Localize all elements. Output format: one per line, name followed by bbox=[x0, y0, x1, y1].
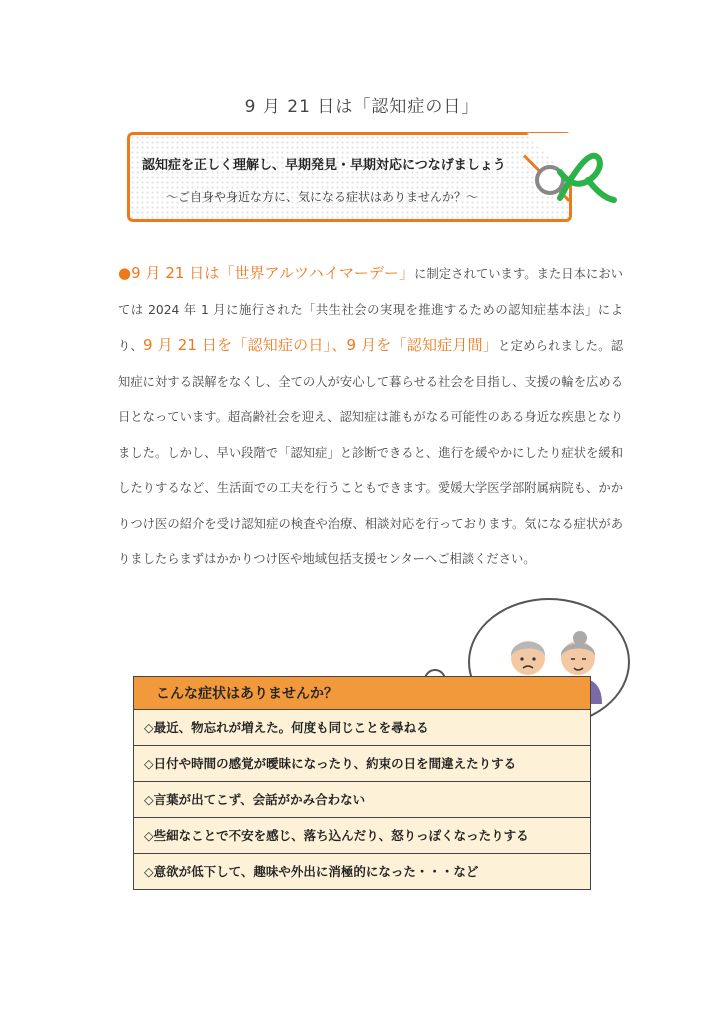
checklist-item: ◇言葉が出てこず、会話がかみ合わない bbox=[133, 782, 591, 818]
orange-ribbon-icon bbox=[530, 150, 620, 208]
page-title: 9 月 21 日は「認知症の日」 bbox=[244, 97, 480, 117]
checklist-item: ◇些細なことで不安を感じ、落ち込んだり、怒りっぽくなったりする bbox=[133, 818, 591, 854]
body-text-part2: と定められました。認知症に対する誤解をなくし、全ての人が安心して暮らせる社会を目指し、支援の輪を広める日となっています。超高齢社会を迎え、認知症は誰もがなる可能性のある身近な疾患となりました。しかし、早い段階で「認知症」と診断できると、進行を緩やかにしたり症状を緩和したりするなど、生活面での工夫を行うこともできます。愛媛大学医学部附属病院も、かかりつけ医の紹介を受け認知症の検査や治療、相談対応を行っております。気になる症状がありましたらまずはかかりつけ医や地域包括支援センターへご相談ください。 bbox=[118, 339, 623, 566]
highlight-alzheimers-day: 9 月 21 日は「世界アルツハイマーデー」 bbox=[131, 264, 415, 282]
checklist-header: こんな症状はありませんか？ bbox=[133, 676, 591, 710]
bullet-icon: ● bbox=[118, 264, 132, 282]
highlight-dementia-day: 9 月 21 日を「認知症の日」、9 月を「認知症月間」 bbox=[143, 336, 499, 354]
checklist-item: ◇日付や時間の感覚が曖昧になったり、約束の日を間違えたりする bbox=[133, 746, 591, 782]
checklist-item: ◇最近、物忘れが増えた。何度も同じことを尋ねる bbox=[133, 710, 591, 746]
banner-subheading: ～ご自身や身近な方に、気になる症状はありませんか？～ bbox=[166, 190, 479, 204]
body-paragraph bbox=[118, 256, 623, 578]
symptom-checklist bbox=[133, 676, 591, 890]
banner-heading: 認知症を正しく理解し、早期発見・早期対応につなげましょう bbox=[142, 158, 506, 173]
body-text-part1: に制定されています。また日本においては 2024 年 1 月に施行された「共生社会の実現を推進するための認知症基本法」により、 bbox=[118, 267, 623, 353]
banner-box bbox=[127, 132, 572, 222]
checklist-item: ◇意欲が低下して、趣味や外出に消極的になった・・・など bbox=[133, 854, 591, 890]
